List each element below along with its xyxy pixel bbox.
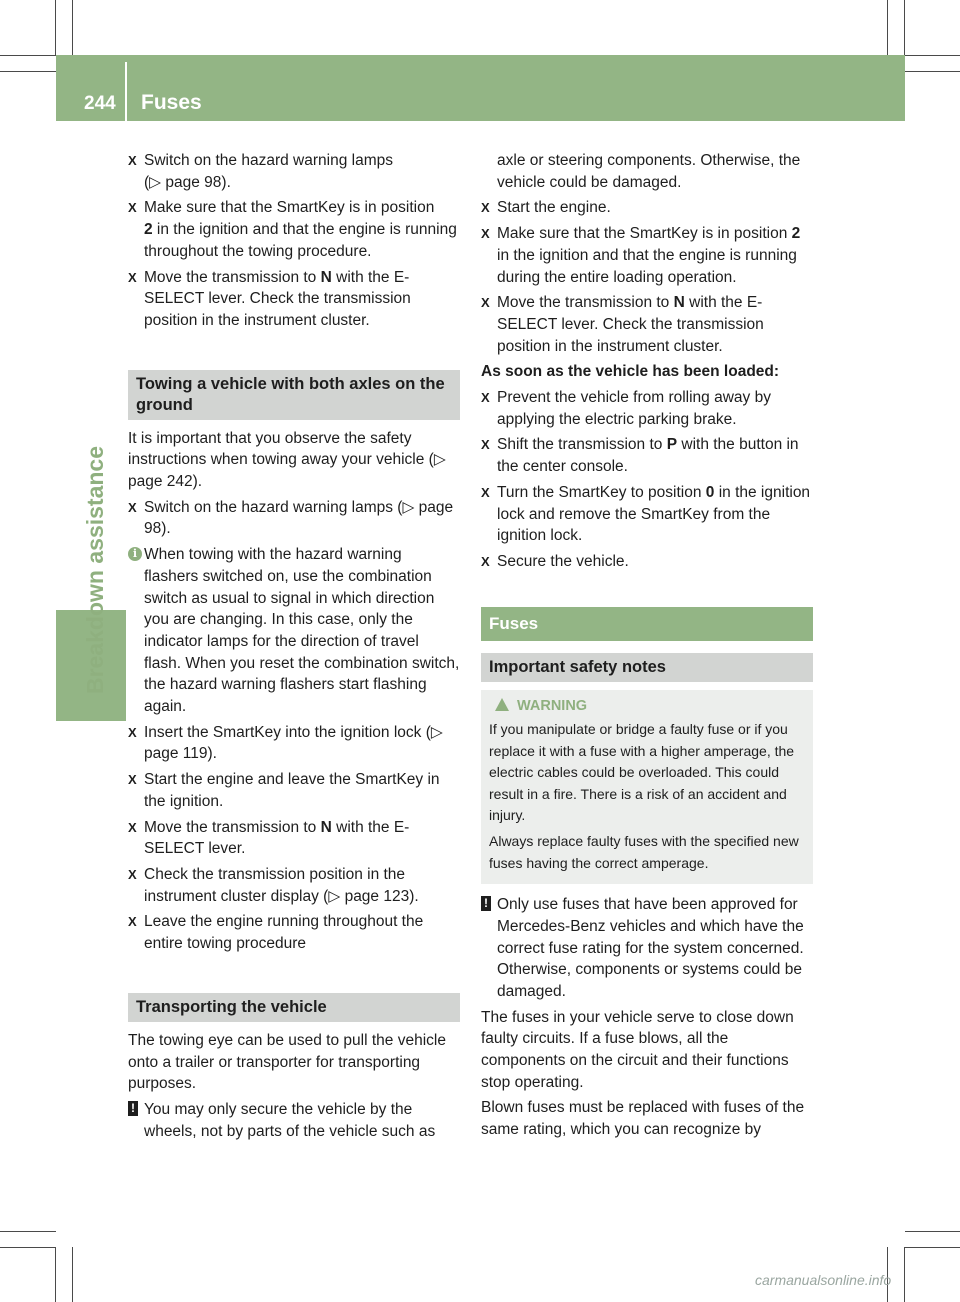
- crop-mark: [905, 55, 960, 56]
- warning-icon: [495, 698, 509, 711]
- caution-note: ! You may only secure the vehicle by the wheels, not by parts of the vehicle such as: [128, 1099, 460, 1142]
- section-heading-towing: Towing a vehicle with both axles on the ground: [128, 370, 460, 420]
- page-number: 244: [84, 93, 116, 114]
- step-marker-icon: X: [128, 269, 137, 285]
- crop-mark: [904, 0, 905, 56]
- step-item: X Insert the SmartKey into the ignition lock (▷ page 119).: [128, 723, 443, 763]
- step-marker-icon: X: [128, 819, 137, 835]
- caution-note: ! Only use fuses that have been approved for Mercedes-Benz vehicles and which have the correct fuse rating for the system concerned. Otherwise, components or systems could be damaged.: [481, 894, 813, 1003]
- step-marker-icon: X: [481, 484, 490, 500]
- step-item: X Make sure that the SmartKey is in position 2 in the ignition and that the engine is running throughout the towing procedure.: [128, 199, 457, 260]
- section-heading-safety: Important safety notes: [481, 653, 813, 682]
- exclamation-icon: !: [128, 1101, 138, 1116]
- paragraph: Blown fuses must be replaced with fuses of the same rating, which you can recognize by: [481, 1099, 805, 1139]
- crop-mark: [904, 1247, 905, 1302]
- paragraph: It is important that you observe the safety instructions when towing away your vehicle (▷ page 242).: [128, 429, 446, 491]
- step-item: X Shift the transmission to P with the button in the center console.: [481, 436, 799, 476]
- warning-text: Always replace faulty fuses with the specified new fuses having the correct amperage.: [489, 832, 799, 871]
- paragraph: The towing eye can be used to pull the vehicle onto a trailer or transporter for transporting purposes.: [128, 1031, 446, 1093]
- step-marker-icon: X: [128, 866, 137, 882]
- watermark: carmanualsonline.info: [755, 1272, 892, 1288]
- step-item: X Prevent the vehicle from rolling away by applying the electric parking brake.: [481, 389, 771, 428]
- right-column: [481, 150, 813, 1145]
- crop-mark: [905, 1231, 960, 1232]
- step-item: X Start the engine and leave the SmartKey in the ignition.: [128, 771, 440, 810]
- step-item: X Move the transmission to N with the E-SELECT lever.: [128, 818, 410, 858]
- step-marker-icon: X: [128, 153, 137, 168]
- step-marker-icon: X: [128, 724, 137, 740]
- section-heading-transport: Transporting the vehicle: [128, 993, 460, 1022]
- step-item: X Switch on the hazard warning lamps (▷ page 98).: [128, 498, 454, 538]
- paragraph: The fuses in your vehicle serve to close down faulty circuits. If a fuse blows, all the components on the circuit and their functions stop operating.: [481, 1008, 794, 1091]
- continuation-text: axle or steering components. Otherwise, the vehicle could be damaged.: [497, 152, 801, 191]
- crop-mark: [0, 1247, 56, 1248]
- warning-title: WARNING: [517, 698, 588, 715]
- info-note: i When towing with the hazard warning flashers switched on, use the combination switch as usual to signal in which direction you are changing. In this case, only the indicator lamps for the direction of travel flash. When you reset the combination switch, the hazard warning flashers start flashing again.: [128, 544, 460, 718]
- step-item: X Secure the vehicle.: [481, 551, 813, 573]
- crop-mark: [0, 1231, 56, 1232]
- side-tab-label: Breakdown assistance: [82, 445, 108, 694]
- step-marker-icon: X: [481, 226, 490, 242]
- crop-mark: [905, 1247, 960, 1248]
- warning-box: [481, 690, 813, 884]
- header-separator: [125, 62, 127, 121]
- page-title: Fuses: [141, 91, 202, 114]
- step-marker-icon: X: [481, 437, 490, 453]
- step-marker-icon: X: [128, 914, 137, 930]
- step-item: X Make sure that the SmartKey is in position 2 in the ignition and that the engine is running during the entire loading operation.: [481, 225, 801, 286]
- info-icon: i: [128, 547, 142, 561]
- step-item: X Move the transmission to N with the E-SELECT lever. Check the transmission position in the instrument cluster.: [128, 268, 411, 329]
- exclamation-icon: !: [481, 896, 491, 911]
- warning-text: If you manipulate or bridge a faulty fuse or if you replace it with a fuse with a higher amperage, the electric cables could be overloaded. This could result in a fire. There is a risk of an accident and injury.: [489, 720, 795, 824]
- crop-mark: [72, 1247, 73, 1302]
- crop-mark: [55, 1247, 56, 1302]
- crop-mark: [0, 71, 56, 72]
- crop-mark: [72, 0, 73, 56]
- step-marker-icon: X: [481, 295, 490, 311]
- subheading-loaded: As soon as the vehicle has been loaded:: [481, 363, 780, 381]
- crop-mark: [887, 0, 888, 56]
- crop-mark: [905, 71, 960, 72]
- step-item: X Start the engine.: [481, 197, 813, 219]
- step-marker-icon: X: [481, 200, 490, 216]
- step-item: X Leave the engine running throughout the entire towing procedure: [128, 913, 424, 953]
- step-item: X Turn the SmartKey to position 0 in the ignition lock and remove the SmartKey from the ignition lock.: [481, 483, 811, 545]
- crop-mark: [55, 0, 56, 56]
- step-item: X Move the transmission to N with the E-SELECT lever. Check the transmission position in the instrument cluster.: [481, 294, 764, 355]
- step-item: X Switch on the hazard warning lamps (▷ page 98).: [128, 152, 393, 191]
- step-item: X Check the transmission position in the instrument cluster display (▷ page 123).: [128, 865, 419, 905]
- left-column: [128, 150, 460, 1146]
- step-marker-icon: X: [128, 772, 137, 788]
- crop-mark: [0, 55, 56, 56]
- section-heading-fuses: Fuses: [481, 607, 813, 642]
- step-marker-icon: X: [481, 553, 490, 569]
- step-marker-icon: X: [128, 200, 137, 216]
- step-marker-icon: X: [481, 390, 490, 406]
- step-marker-icon: X: [128, 499, 137, 515]
